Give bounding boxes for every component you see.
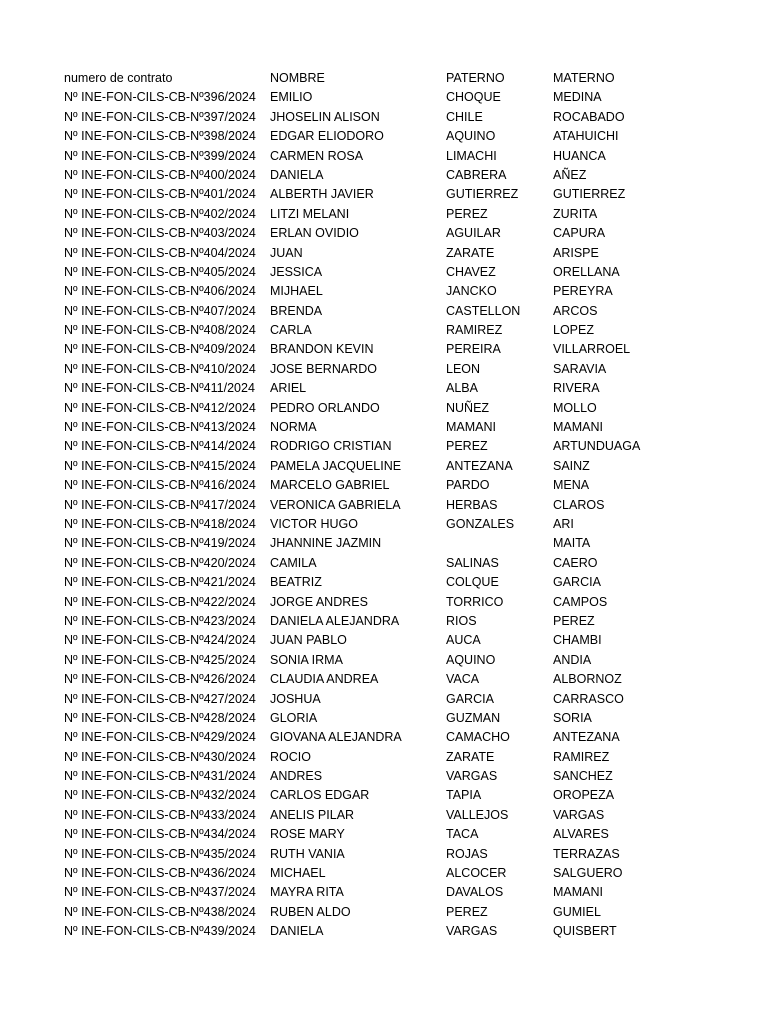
contract-number-cell: Nº INE-FON-CILS-CB-Nº419/2024 bbox=[64, 536, 256, 551]
paternal-surname-cell: TACA bbox=[446, 827, 479, 842]
paternal-surname-cell: MAMANI bbox=[446, 420, 496, 435]
table-row bbox=[0, 767, 768, 786]
name-cell: BEATRIZ bbox=[270, 575, 322, 590]
name-cell: DANIELA bbox=[270, 167, 324, 182]
maternal-surname-cell: CAERO bbox=[553, 555, 598, 570]
table-row bbox=[0, 883, 768, 902]
contract-number-cell: Nº INE-FON-CILS-CB-Nº429/2024 bbox=[64, 730, 256, 745]
name-cell: JOSE BERNARDO bbox=[270, 361, 377, 376]
header-paternal-surname: PATERNO bbox=[446, 71, 505, 85]
contract-number-cell: Nº INE-FON-CILS-CB-Nº403/2024 bbox=[64, 226, 256, 241]
maternal-surname-cell: GUTIERREZ bbox=[553, 187, 626, 202]
maternal-surname-cell: SAINZ bbox=[553, 458, 590, 473]
maternal-surname-cell: MEDINA bbox=[553, 90, 602, 105]
paternal-surname-cell: GARCIA bbox=[446, 691, 494, 706]
maternal-surname-cell: ALBORNOZ bbox=[553, 672, 622, 687]
name-cell: PAMELA JACQUELINE bbox=[270, 458, 402, 473]
paternal-surname-cell: GUZMAN bbox=[446, 710, 501, 725]
name-cell: JESSICA bbox=[270, 264, 323, 279]
paternal-surname-cell: VARGAS bbox=[446, 769, 498, 784]
table-row bbox=[0, 340, 768, 359]
table-row bbox=[0, 360, 768, 379]
maternal-surname-cell: PEREZ bbox=[553, 613, 595, 628]
contract-number-cell: Nº INE-FON-CILS-CB-Nº431/2024 bbox=[64, 769, 256, 784]
header-maternal-surname: MATERNO bbox=[553, 71, 615, 85]
name-cell: MICHAEL bbox=[270, 866, 326, 881]
contract-number-cell: Nº INE-FON-CILS-CB-Nº404/2024 bbox=[64, 245, 256, 260]
maternal-surname-cell: ARI bbox=[553, 516, 574, 531]
name-cell: EDGAR ELIODORO bbox=[270, 129, 384, 144]
paternal-surname-cell: CASTELLON bbox=[446, 303, 521, 318]
name-cell: BRENDA bbox=[270, 303, 323, 318]
name-cell: LITZI MELANI bbox=[270, 206, 350, 221]
contract-number-cell: Nº INE-FON-CILS-CB-Nº439/2024 bbox=[64, 924, 256, 939]
table-row bbox=[0, 108, 768, 127]
table-row bbox=[0, 321, 768, 340]
paternal-surname-cell: ZARATE bbox=[446, 749, 495, 764]
contract-number-cell: Nº INE-FON-CILS-CB-Nº408/2024 bbox=[64, 323, 256, 338]
paternal-surname-cell: ZARATE bbox=[446, 245, 495, 260]
paternal-surname-cell: CAMACHO bbox=[446, 730, 510, 745]
contract-number-cell: Nº INE-FON-CILS-CB-Nº400/2024 bbox=[64, 167, 256, 182]
paternal-surname-cell: AQUINO bbox=[446, 129, 496, 144]
table-row bbox=[0, 709, 768, 728]
table-row bbox=[0, 922, 768, 941]
name-cell: MAYRA RITA bbox=[270, 885, 344, 900]
table-row bbox=[0, 185, 768, 204]
maternal-surname-cell: SALGUERO bbox=[553, 866, 623, 881]
maternal-surname-cell: MAITA bbox=[553, 536, 591, 551]
paternal-surname-cell: ALBA bbox=[446, 381, 478, 396]
table-row bbox=[0, 748, 768, 767]
name-cell: ERLAN OVIDIO bbox=[270, 226, 359, 241]
paternal-surname-cell: AUCA bbox=[446, 633, 481, 648]
maternal-surname-cell: LOPEZ bbox=[553, 323, 594, 338]
table-row bbox=[0, 127, 768, 146]
name-cell: DANIELA bbox=[270, 924, 324, 939]
contract-number-cell: Nº INE-FON-CILS-CB-Nº399/2024 bbox=[64, 148, 256, 163]
maternal-surname-cell: ARTUNDUAGA bbox=[553, 439, 641, 454]
name-cell: JUAN bbox=[270, 245, 303, 260]
maternal-surname-cell: ARISPE bbox=[553, 245, 599, 260]
table-row bbox=[0, 515, 768, 534]
contract-number-cell: Nº INE-FON-CILS-CB-Nº432/2024 bbox=[64, 788, 256, 803]
contract-number-cell: Nº INE-FON-CILS-CB-Nº422/2024 bbox=[64, 594, 256, 609]
contract-number-cell: Nº INE-FON-CILS-CB-Nº417/2024 bbox=[64, 497, 256, 512]
name-cell: JHANNINE JAZMIN bbox=[270, 536, 382, 551]
maternal-surname-cell: OROPEZA bbox=[553, 788, 615, 803]
contract-number-cell: Nº INE-FON-CILS-CB-Nº436/2024 bbox=[64, 866, 256, 881]
contract-number-cell: Nº INE-FON-CILS-CB-Nº407/2024 bbox=[64, 303, 256, 318]
paternal-surname-cell: VARGAS bbox=[446, 924, 498, 939]
table-row bbox=[0, 631, 768, 650]
table-row bbox=[0, 379, 768, 398]
table-row bbox=[0, 593, 768, 612]
contract-number-cell: Nº INE-FON-CILS-CB-Nº415/2024 bbox=[64, 458, 256, 473]
name-cell: MARCELO GABRIEL bbox=[270, 478, 390, 493]
contract-number-cell: Nº INE-FON-CILS-CB-Nº425/2024 bbox=[64, 652, 256, 667]
maternal-surname-cell: CAPURA bbox=[553, 226, 606, 241]
name-cell: DANIELA ALEJANDRA bbox=[270, 613, 400, 628]
table-row bbox=[0, 612, 768, 631]
contract-number-cell: Nº INE-FON-CILS-CB-Nº434/2024 bbox=[64, 827, 256, 842]
maternal-surname-cell: GARCIA bbox=[553, 575, 601, 590]
table-row bbox=[0, 263, 768, 282]
table-row bbox=[0, 88, 768, 107]
paternal-surname-cell: DAVALOS bbox=[446, 885, 504, 900]
contract-number-cell: Nº INE-FON-CILS-CB-Nº426/2024 bbox=[64, 672, 256, 687]
maternal-surname-cell: ANTEZANA bbox=[553, 730, 620, 745]
paternal-surname-cell: CHOQUE bbox=[446, 90, 501, 105]
table-row bbox=[0, 845, 768, 864]
contract-number-cell: Nº INE-FON-CILS-CB-Nº433/2024 bbox=[64, 807, 256, 822]
paternal-surname-cell: CHAVEZ bbox=[446, 264, 496, 279]
contract-number-cell: Nº INE-FON-CILS-CB-Nº416/2024 bbox=[64, 478, 256, 493]
name-cell: JHOSELIN ALISON bbox=[270, 109, 380, 124]
name-cell: CARLOS EDGAR bbox=[270, 788, 370, 803]
contract-number-cell: Nº INE-FON-CILS-CB-Nº405/2024 bbox=[64, 264, 256, 279]
contract-number-cell: Nº INE-FON-CILS-CB-Nº397/2024 bbox=[64, 109, 256, 124]
contract-number-cell: Nº INE-FON-CILS-CB-Nº410/2024 bbox=[64, 361, 256, 376]
paternal-surname-cell: TORRICO bbox=[446, 594, 504, 609]
paternal-surname-cell: VALLEJOS bbox=[446, 807, 509, 822]
name-cell: CARMEN ROSA bbox=[270, 148, 364, 163]
header-contract-number: numero de contrato bbox=[64, 71, 173, 85]
contract-number-cell: Nº INE-FON-CILS-CB-Nº411/2024 bbox=[64, 381, 255, 396]
paternal-surname-cell: ROJAS bbox=[446, 846, 488, 861]
name-cell: RUBEN ALDO bbox=[270, 904, 351, 919]
paternal-surname-cell: NUÑEZ bbox=[446, 400, 490, 415]
paternal-surname-cell: PARDO bbox=[446, 478, 490, 493]
table-row bbox=[0, 399, 768, 418]
table-row bbox=[0, 302, 768, 321]
contract-number-cell: Nº INE-FON-CILS-CB-Nº420/2024 bbox=[64, 555, 256, 570]
contract-sheet bbox=[0, 69, 768, 942]
maternal-surname-cell: GUMIEL bbox=[553, 904, 601, 919]
table-row bbox=[0, 728, 768, 747]
maternal-surname-cell: ORELLANA bbox=[553, 264, 620, 279]
table-row bbox=[0, 224, 768, 243]
paternal-surname-cell: LIMACHI bbox=[446, 148, 497, 163]
contract-number-cell: Nº INE-FON-CILS-CB-Nº409/2024 bbox=[64, 342, 256, 357]
name-cell: JORGE ANDRES bbox=[270, 594, 368, 609]
maternal-surname-cell: VARGAS bbox=[553, 807, 605, 822]
header-row bbox=[0, 69, 768, 88]
table-row bbox=[0, 147, 768, 166]
name-cell: CLAUDIA ANDREA bbox=[270, 672, 379, 687]
maternal-surname-cell: MOLLO bbox=[553, 400, 597, 415]
paternal-surname-cell: LEON bbox=[446, 361, 481, 376]
contract-number-cell: Nº INE-FON-CILS-CB-Nº428/2024 bbox=[64, 710, 256, 725]
name-cell: ANELIS PILAR bbox=[270, 807, 355, 822]
maternal-surname-cell: HUANCA bbox=[553, 148, 606, 163]
paternal-surname-cell: AQUINO bbox=[446, 652, 496, 667]
name-cell: MIJHAEL bbox=[270, 284, 323, 299]
table-row bbox=[0, 244, 768, 263]
name-cell: ARIEL bbox=[270, 381, 307, 396]
name-cell: RUTH VANIA bbox=[270, 846, 345, 861]
paternal-surname-cell: GUTIERREZ bbox=[446, 187, 519, 202]
table-row bbox=[0, 903, 768, 922]
contract-number-cell: Nº INE-FON-CILS-CB-Nº423/2024 bbox=[64, 613, 256, 628]
paternal-surname-cell: JANCKO bbox=[446, 284, 497, 299]
paternal-surname-cell: RAMIREZ bbox=[446, 323, 503, 338]
name-cell: ALBERTH JAVIER bbox=[270, 187, 374, 202]
contract-number-cell: Nº INE-FON-CILS-CB-Nº396/2024 bbox=[64, 90, 256, 105]
paternal-surname-cell: COLQUE bbox=[446, 575, 499, 590]
table-row bbox=[0, 534, 768, 553]
table-row bbox=[0, 418, 768, 437]
paternal-surname-cell: PEREZ bbox=[446, 439, 488, 454]
name-cell: ROSE MARY bbox=[270, 827, 345, 842]
table-row bbox=[0, 690, 768, 709]
name-cell: VERONICA GABRIELA bbox=[270, 497, 401, 512]
maternal-surname-cell: ARCOS bbox=[553, 303, 598, 318]
maternal-surname-cell: MENA bbox=[553, 478, 590, 493]
contract-number-cell: Nº INE-FON-CILS-CB-Nº437/2024 bbox=[64, 885, 256, 900]
paternal-surname-cell: GONZALES bbox=[446, 516, 515, 531]
header-name: NOMBRE bbox=[270, 71, 325, 85]
name-cell: CARLA bbox=[270, 323, 312, 338]
paternal-surname-cell: ALCOCER bbox=[446, 866, 507, 881]
table-row bbox=[0, 825, 768, 844]
maternal-surname-cell: ZURITA bbox=[553, 206, 598, 221]
contract-number-cell: Nº INE-FON-CILS-CB-Nº406/2024 bbox=[64, 284, 256, 299]
name-cell: NORMA bbox=[270, 420, 317, 435]
table-row bbox=[0, 651, 768, 670]
name-cell: EMILIO bbox=[270, 90, 313, 105]
maternal-surname-cell: AÑEZ bbox=[553, 167, 587, 182]
paternal-surname-cell: PEREZ bbox=[446, 206, 488, 221]
paternal-surname-cell: PEREIRA bbox=[446, 342, 501, 357]
contract-number-cell: Nº INE-FON-CILS-CB-Nº413/2024 bbox=[64, 420, 256, 435]
table-row bbox=[0, 476, 768, 495]
maternal-surname-cell: VILLARROEL bbox=[553, 342, 631, 357]
maternal-surname-cell: CARRASCO bbox=[553, 691, 624, 706]
contract-number-cell: Nº INE-FON-CILS-CB-Nº401/2024 bbox=[64, 187, 256, 202]
maternal-surname-cell: SANCHEZ bbox=[553, 769, 613, 784]
name-cell: VICTOR HUGO bbox=[270, 516, 358, 531]
name-cell: GIOVANA ALEJANDRA bbox=[270, 730, 402, 745]
contract-number-cell: Nº INE-FON-CILS-CB-Nº427/2024 bbox=[64, 691, 256, 706]
maternal-surname-cell: TERRAZAS bbox=[553, 846, 620, 861]
data-rows bbox=[0, 88, 768, 941]
maternal-surname-cell: ALVARES bbox=[553, 827, 609, 842]
table-row bbox=[0, 457, 768, 476]
table-row bbox=[0, 166, 768, 185]
paternal-surname-cell: HERBAS bbox=[446, 497, 498, 512]
name-cell: JUAN PABLO bbox=[270, 633, 347, 648]
maternal-surname-cell: SORIA bbox=[553, 710, 592, 725]
paternal-surname-cell: SALINAS bbox=[446, 555, 499, 570]
maternal-surname-cell: ATAHUICHI bbox=[553, 129, 619, 144]
contract-number-cell: Nº INE-FON-CILS-CB-Nº438/2024 bbox=[64, 904, 256, 919]
contract-number-cell: Nº INE-FON-CILS-CB-Nº430/2024 bbox=[64, 749, 256, 764]
paternal-surname-cell: VACA bbox=[446, 672, 480, 687]
name-cell: CAMILA bbox=[270, 555, 317, 570]
paternal-surname-cell: AGUILAR bbox=[446, 226, 501, 241]
maternal-surname-cell: MAMANI bbox=[553, 420, 603, 435]
table-row bbox=[0, 670, 768, 689]
contract-number-cell: Nº INE-FON-CILS-CB-Nº435/2024 bbox=[64, 846, 256, 861]
maternal-surname-cell: ANDIA bbox=[553, 652, 592, 667]
name-cell: BRANDON KEVIN bbox=[270, 342, 374, 357]
table-row bbox=[0, 282, 768, 301]
paternal-surname-cell: ANTEZANA bbox=[446, 458, 513, 473]
maternal-surname-cell: CLAROS bbox=[553, 497, 605, 512]
maternal-surname-cell: CAMPOS bbox=[553, 594, 608, 609]
table-row bbox=[0, 496, 768, 515]
name-cell: SONIA IRMA bbox=[270, 652, 343, 667]
name-cell: ROCIO bbox=[270, 749, 311, 764]
maternal-surname-cell: PEREYRA bbox=[553, 284, 613, 299]
maternal-surname-cell: CHAMBI bbox=[553, 633, 602, 648]
table-row bbox=[0, 864, 768, 883]
paternal-surname-cell: TAPIA bbox=[446, 788, 482, 803]
maternal-surname-cell: QUISBERT bbox=[553, 924, 617, 939]
paternal-surname-cell: PEREZ bbox=[446, 904, 488, 919]
name-cell: JOSHUA bbox=[270, 691, 321, 706]
maternal-surname-cell: ROCABADO bbox=[553, 109, 625, 124]
table-row bbox=[0, 437, 768, 456]
maternal-surname-cell: MAMANI bbox=[553, 885, 603, 900]
contract-number-cell: Nº INE-FON-CILS-CB-Nº418/2024 bbox=[64, 516, 256, 531]
table-row bbox=[0, 554, 768, 573]
contract-number-cell: Nº INE-FON-CILS-CB-Nº424/2024 bbox=[64, 633, 256, 648]
paternal-surname-cell: RIOS bbox=[446, 613, 477, 628]
paternal-surname-cell: CHILE bbox=[446, 109, 483, 124]
contract-number-cell: Nº INE-FON-CILS-CB-Nº414/2024 bbox=[64, 439, 256, 454]
maternal-surname-cell: RAMIREZ bbox=[553, 749, 610, 764]
name-cell: RODRIGO CRISTIAN bbox=[270, 439, 392, 454]
contract-number-cell: Nº INE-FON-CILS-CB-Nº398/2024 bbox=[64, 129, 256, 144]
contract-number-cell: Nº INE-FON-CILS-CB-Nº421/2024 bbox=[64, 575, 256, 590]
name-cell: PEDRO ORLANDO bbox=[270, 400, 380, 415]
maternal-surname-cell: SARAVIA bbox=[553, 361, 607, 376]
table-row bbox=[0, 786, 768, 805]
maternal-surname-cell: RIVERA bbox=[553, 381, 600, 396]
contract-number-cell: Nº INE-FON-CILS-CB-Nº402/2024 bbox=[64, 206, 256, 221]
paternal-surname-cell: CABRERA bbox=[446, 167, 507, 182]
name-cell: GLORIA bbox=[270, 710, 318, 725]
contract-number-cell: Nº INE-FON-CILS-CB-Nº412/2024 bbox=[64, 400, 256, 415]
name-cell: ANDRES bbox=[270, 769, 323, 784]
table-row bbox=[0, 806, 768, 825]
table-row bbox=[0, 573, 768, 592]
table-row bbox=[0, 205, 768, 224]
